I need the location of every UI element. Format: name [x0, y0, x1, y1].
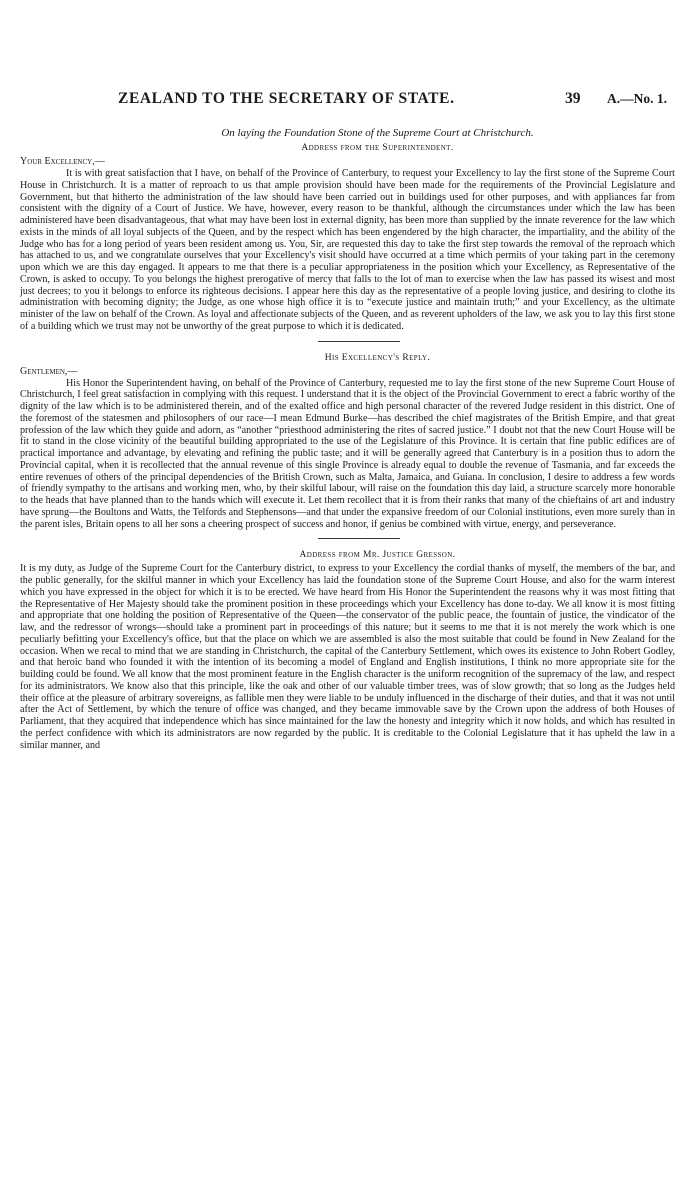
page-number: 39 [565, 90, 581, 107]
paragraph-excellency-reply: His Honor the Superintendent having, on behalf of the Province of Canterbury, requested me to lay the first stone of the new Supreme Court House of Christchurch, I feel great satisfaction in complying with this request. I understand that it is the object of the Provincial Government to erect a fabric worthy of the dignity of the law which is to be administered therein, and of the exalted office and high personal character of the revered Judge resident in this district. One of the foremost of the statesmen and philosophers of our race—I mean Edmund Burke—has described the chief magistrates of the British Empire, and that great profession of the law which they guide and adorn, as “another “priesthood administering the rites of sacred justice.” I doubt not that the new Court House will be fit to stand in the close vicinity of the beautiful building appropriated to the use of the Legislature of this Province. It is certain that fine public edifices are of practical importance and advantage, by elevating and refining the public taste; and it will be generally agreed that Canterbury is in a position thus to adorn the Provincial capital, when it is recollected that the annual revenue of this single Province is already equal to double the revenue of Tasmania, and far exceeds the entire revenues of others of the principal dependencies of the British Crown, such as Malta, Jamaica, and Guiana. In conclusion, I desire to address a few words of friendly sympathy to the artisans and working men, who, by their skilful labour, will raise on the foundation this day laid, a structure scarcely more honorable to the heads that have planned than to the hands which will execute it. Let them recollect that it is from their ranks that many of the chieftains of art and industry have sprung—the Boultons and Watts, the Telfords and Stephensons—and that under the expansive freedom of our Colonial institutions, even more surely than in the parent isles, Britain opens to all her sons a cheering prospect of success and honor, if genius be combined with virtue, energy, and perseverance. [20, 377, 675, 530]
section-heading-superintendent: Address from the Superintendent. [301, 143, 454, 153]
running-head-title: ZEALAND TO THE SECRETARY OF STATE. [118, 90, 455, 107]
paragraph-justice-gresson: It is my duty, as Judge of the Supreme Court for the Canterbury district, to express to your Excellency the cordial thanks of myself, the members of the bar, and the public generally, for the skilful manner in which your Excellency has laid the foundation stone of the Supreme Court House, and also for the warm interest which you have expressed in the object for which it is to be erected. We have heard from His Honor the Superintendent the reasons why it was most fitting that the Representative of Her Majesty should take the prominent position in these proceedings which your Excellency has done to-day. We all know it is most fitting and appropriate that one holding the position of Representative of the Queen—the conservator of the public peace, the fountain of justice, the vindicator of the law, and the redressor of wrongs—should take a prominent part in proceedings of this nature; but it seems to me that it is not merely the work which is one peculiarly befitting your Excellency's office, but that the place on which we are assembled is also the most suitable that could be found in New Zealand for the occasion. When we recal to mind that we are standing in Christchurch, the capital of the Canterbury Settlement, which owes its existence to John Robert Godley, and that heroic band who founded it with the intention of its becoming a model of England and English institutions, I think no more appropriate site for the building could be found. We all know that the most prominent feature in the English character is the uniform recognition of the supremacy of the law, and respect for its administrators. We know also that this principle, like the oak and other of our valuable timber trees, was of slow growth; that so long as the Judges held their office at the pleasure of arbitrary sovereigns, as fallible men they were liable to be unduly influenced in the discharge of their duties, and that it was not until after the Act of Settlement, by which the tenure of office was changed, and they became immovable save by the Crown upon the address of both Houses of Parliament, that they acquired that independence which has since maintained for the law the honesty and integrity which it now holds, and which has resulted in the perfect confidence with which its administrators are now regarded by the public. It is creditable to the Colonial Legislature that it has upheld the law in a similar manner, and [20, 563, 675, 751]
paragraph-superintendent-address: It is with great satisfaction that I have, on behalf of the Province of Canterbury, to request your Excellency to lay the first stone of the Supreme Court House in Christchurch. It is a matter of reproach to us that ample provision should have been made for the requirements of the Provincial Legislature and Government, but that hitherto the administration of the law should have been carried out in buildings used for other purposes, and with appliances far from consistent with the dignity of a Court of Justice. We have, however, every reason to be thankful, although the circumstances under which the law has been administered have been disadvantageous, that what may have been lost in external dignity, has been more than supplied by the innate reverence for the law which exists in the minds of all loyal subjects of the Queen, and by the respect which has been engendered by the high character, the impartiality, and the ability of the Judge who has for a long period of years been resident among us. You, Sir, are requested this day to take the first step towards the removal of the reproach which has attached to us, and we congratulate ourselves that your Excellency's visit should have occurred at a time which permits of your taking part in the ceremony upon which we are this day engaged. It appears to me that there is a peculiar appropriateness in the position which your Excellency, as Representative of the Crown, is asked to occupy. To you belongs the highest prerogative of mercy that falls to the lot of man to exercise when the law has passed its wisest and most just decrees; to you it belongs to enforce its righteous decisions. I appear here this day as the representative of a people loving justice, and desiring to clothe its administration with becoming dignity; the Judge, as one whose high office it is to “execute justice and maintain truth;” and your Excellency, as the ultimate minister of the law on behalf of the Crown. As loyal and affectionate subjects of the Queen, and as reverent upholders of the law, we ask you to lay this first stone of a building which we trust may not be unworthy of the great purpose to which it is dedicated. [20, 168, 675, 332]
section-heading-justice-gresson: Address from Mr. Justice Gresson. [299, 550, 456, 561]
section-divider [318, 538, 400, 539]
salutation-excellency-reply: Gentlemen,— [20, 365, 78, 377]
running-head [0, 90, 700, 112]
section-divider [318, 341, 400, 342]
occasion-heading: On laying the Foundation Stone of the Supreme Court at Christchurch. [221, 127, 534, 139]
salutation-superintendent: Your Excellency,— [20, 156, 105, 167]
document-reference: A.—No. 1. [607, 91, 667, 106]
document-body [20, 126, 675, 751]
section-heading-excellency-reply: His Excellency's Reply. [324, 352, 431, 363]
